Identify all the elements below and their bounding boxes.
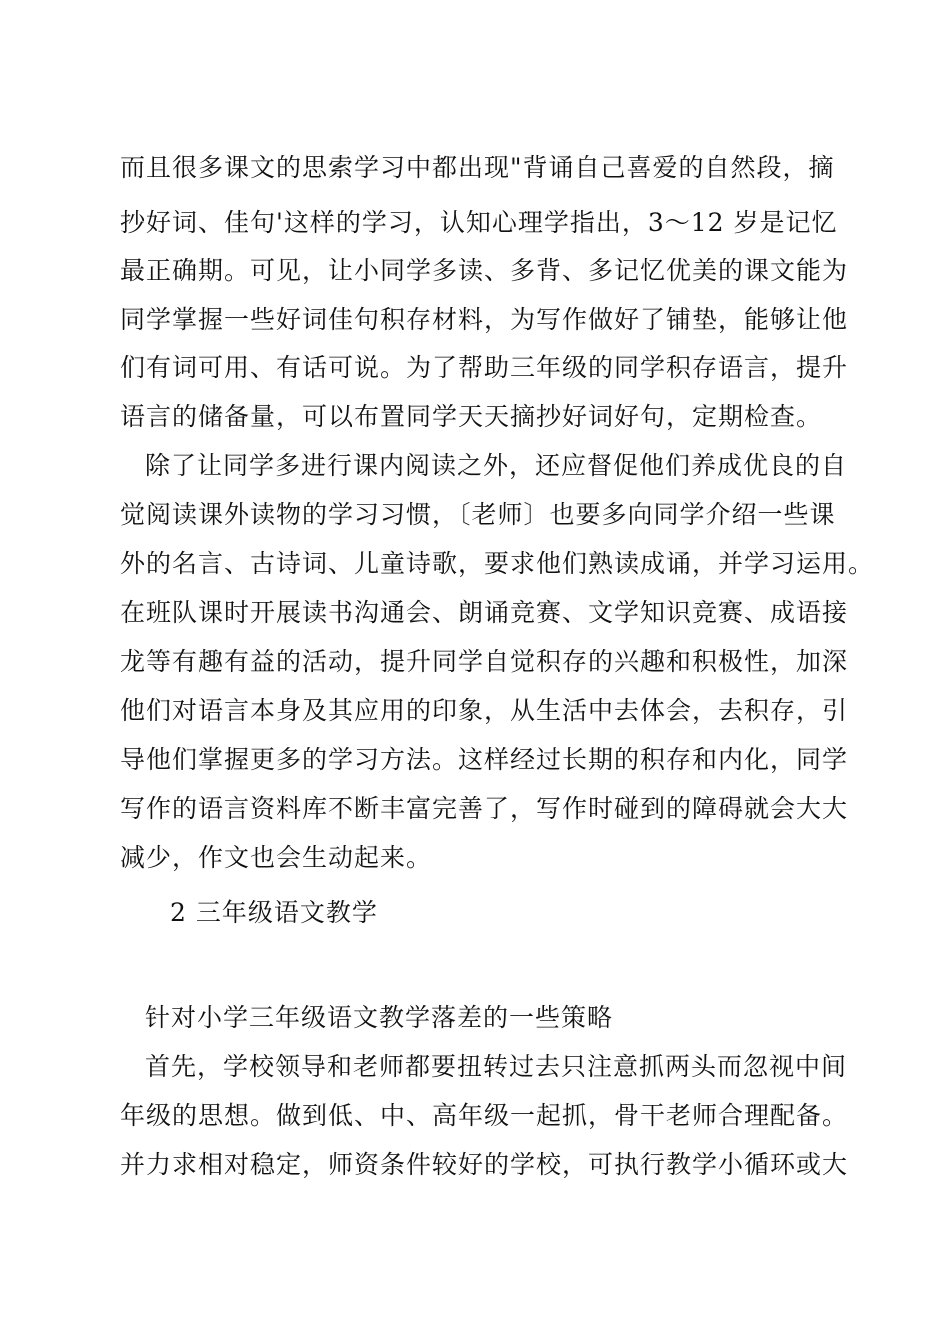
text-line: 他们对语言本身及其应用的印象，从生活中去体会，去积存，引 bbox=[120, 696, 849, 725]
subheading: 针对小学三年级语文教学落差的一些策略 bbox=[145, 1003, 614, 1032]
text-line: 抄好词、佳句'这样的学习，认知心理学指出，3～12 岁是记忆 bbox=[120, 208, 838, 237]
text-line: 而且很多课文的思索学习中都出现"背诵自己喜爱的自然段，摘 bbox=[120, 153, 835, 182]
text-line: 并力求相对稳定，师资条件较好的学校，可执行教学小循环或大 bbox=[120, 1150, 849, 1179]
text-line: 除了让同学多进行课内阅读之外，还应督促他们养成优良的自 bbox=[145, 451, 848, 480]
text-line: 觉阅读课外读物的学习习惯，〔老师〕也要多向同学介绍一些课 bbox=[120, 500, 836, 529]
text-line: 语言的储备量，可以布置同学天天摘抄好词好句，定期检查。 bbox=[120, 402, 823, 431]
text-line: 外的名言、古诗词、儿童诗歌，要求他们熟读成诵，并学习运用。 bbox=[120, 549, 875, 578]
section-heading: 2 三年级语文教学 bbox=[170, 898, 378, 927]
text-line: 写作的语言资料库不断丰富完善了，写作时碰到的障碍就会大大 bbox=[120, 794, 849, 823]
text-line: 在班队课时开展读书沟通会、朗诵竞赛、文学知识竞赛、成语接 bbox=[120, 598, 849, 627]
text-line: 们有词可用、有话可说。为了帮助三年级的同学积存语言，提升 bbox=[120, 353, 849, 382]
text-line: 首先，学校领导和老师都要扭转过去只注意抓两头而忽视中间 bbox=[145, 1052, 848, 1081]
text-line: 最正确期。可见，让小同学多读、多背、多记忆优美的课文能为 bbox=[120, 256, 849, 285]
text-line: 年级的思想。做到低、中、高年级一起抓，骨干老师合理配备。 bbox=[120, 1101, 849, 1130]
text-line: 同学掌握一些好词佳句积存材料，为写作做好了铺垫，能够让他 bbox=[120, 305, 849, 334]
text-line: 导他们掌握更多的学习方法。这样经过长期的积存和内化，同学 bbox=[120, 745, 849, 774]
text-line: 龙等有趣有益的活动，提升同学自觉积存的兴趣和积极性，加深 bbox=[120, 647, 849, 676]
text-line: 减少，作文也会生动起来。 bbox=[120, 843, 433, 872]
